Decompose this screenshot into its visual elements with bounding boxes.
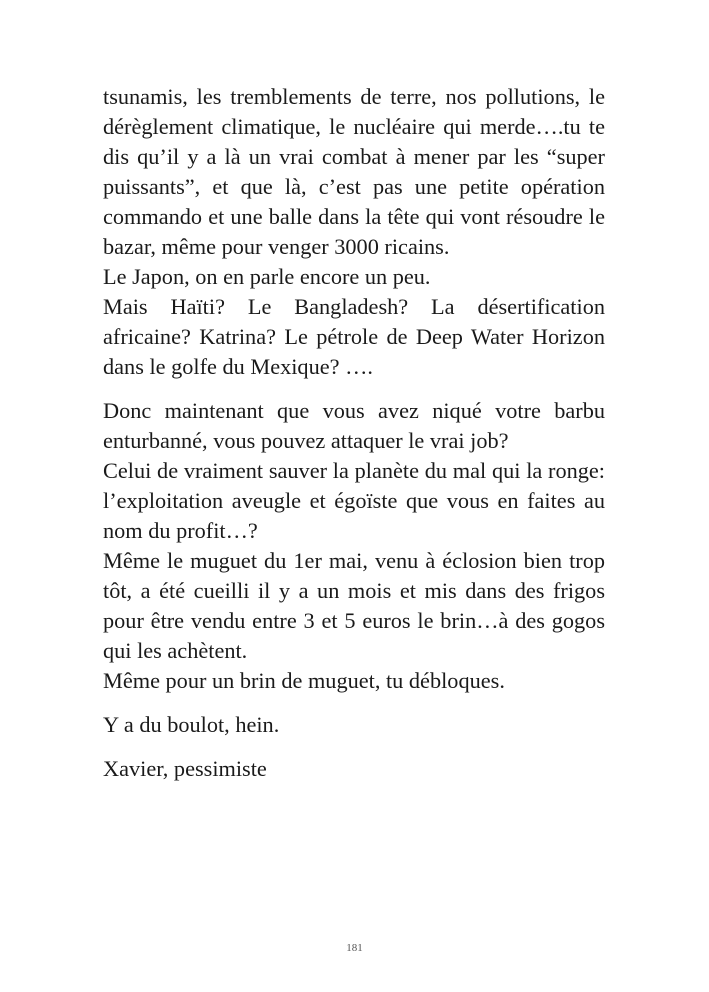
paragraph: Le Japon, on en parle encore un peu.	[103, 264, 431, 289]
signature-line: Xavier, pessimiste	[103, 756, 267, 781]
paragraph: Même le muguet du 1er mai, venu à éclosion bien trop tôt, a été cueilli il y a un mois et mis dans des frigos pour être vendu entre 3 et 5 euros le brin…à des gogos qui les achètent.	[103, 548, 605, 663]
paragraph: tsunamis, les tremblements de terre, nos pollutions, le dérèglement climatique, le nucléaire qui merde….tu te dis qu’il y a là un vrai combat à mener par les “super puissants”, et que là, c’est pas une petite opération commando et une balle dans la tête qui vont résoudre le bazar, même pour venger 3000 ricains.	[103, 84, 605, 259]
paragraph: Mais Haïti? Le Bangladesh? La désertification africaine? Katrina? Le pétrole de Deep Water Horizon dans le golfe du Mexique? ….	[103, 294, 605, 379]
paragraph: Même pour un brin de muguet, tu débloques.	[103, 668, 505, 693]
paragraph: Donc maintenant que vous avez niqué votre barbu enturbanné, vous pouvez attaquer le vrai job?	[103, 398, 605, 453]
page-number: 181	[346, 942, 363, 954]
paragraph: Celui de vraiment sauver la planète du mal qui la ronge: l’exploitation aveugle et égoïste que vous en faites au nom du profit…?	[103, 458, 605, 543]
paragraph: Y a du boulot, hein.	[103, 712, 280, 737]
body-text	[103, 82, 605, 784]
